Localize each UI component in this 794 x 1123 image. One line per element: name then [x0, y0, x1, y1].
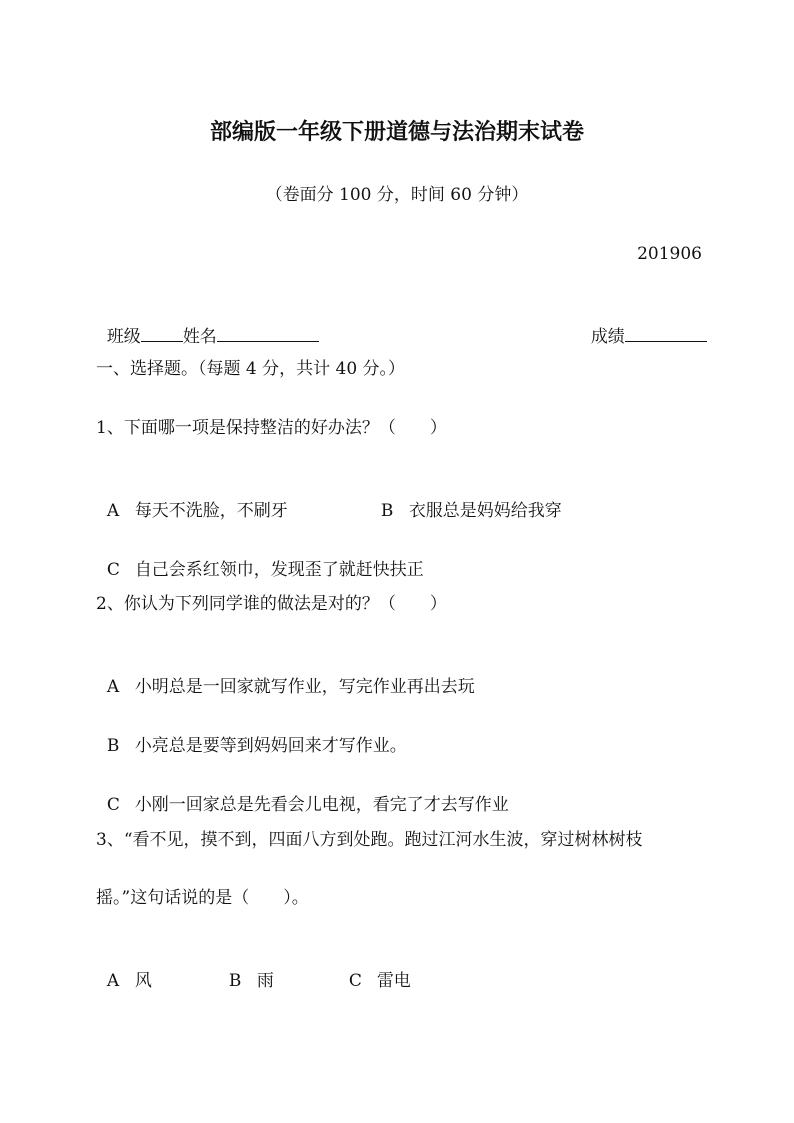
student-info-line [96, 299, 319, 349]
option-row [96, 710, 407, 758]
option-text: 衣服总是妈妈给我穿 [408, 501, 562, 521]
option[interactable] [349, 969, 411, 993]
option-text: 雨 [256, 971, 274, 991]
name-blank[interactable] [217, 323, 319, 342]
question-stem-line1: 3、“看不见，摸不到，四面八方到处跑。跑过江河水生波，穿过树林树枝 [96, 830, 643, 850]
option[interactable] [381, 499, 562, 523]
class-blank[interactable] [141, 323, 183, 342]
option-letter: B [106, 736, 120, 756]
option-letter: B [228, 971, 242, 991]
score-label: 成绩 [590, 327, 625, 347]
option-row [96, 475, 562, 523]
option-letter: C [106, 560, 120, 580]
option[interactable] [107, 734, 407, 758]
option-text: 小明总是一回家就写作业，写完作业再出去玩 [134, 677, 475, 697]
option-letter: A [106, 677, 120, 697]
option-letter: C [106, 795, 120, 815]
exam-date: 201906 [637, 244, 702, 264]
question-stem-line2: 摇。”这句话说的是（ ）。 [96, 888, 309, 908]
option[interactable] [229, 969, 349, 993]
option-text: 每天不洗脸，不刷牙 [134, 501, 288, 521]
name-label: 姓名 [182, 327, 217, 347]
option[interactable] [107, 499, 381, 523]
score-blank[interactable] [625, 323, 707, 342]
section-heading: 一、选择题。（每题 4 分，共计 40 分。） [96, 359, 406, 379]
option-letter: C [348, 971, 362, 991]
option-text: 小亮总是要等到妈妈回来才写作业。 [134, 736, 407, 756]
option-row [96, 769, 509, 817]
option-letter: B [380, 501, 394, 521]
option-text: 小刚一回家总是先看会儿电视，看完了才去写作业 [134, 795, 509, 815]
option-row [96, 534, 424, 582]
exam-title: 部编版一年级下册道德与法治期末试卷 [209, 120, 584, 145]
option[interactable] [107, 558, 424, 582]
question-stem: 2、你认为下列同学谁的做法是对的？（ ） [96, 594, 447, 614]
option-text: 自己会系红领巾，发现歪了就赶快扶正 [134, 560, 424, 580]
option-text: 雷电 [376, 971, 411, 991]
option-text: 风 [134, 971, 152, 991]
option-row [96, 651, 475, 699]
question-stem: 1、下面哪一项是保持整洁的好办法？（ ） [96, 418, 447, 438]
option[interactable] [107, 675, 475, 699]
class-label: 班级 [106, 327, 141, 347]
option[interactable] [107, 793, 509, 817]
score-line [580, 299, 707, 349]
option-letter: A [106, 971, 120, 991]
option-letter: A [106, 501, 120, 521]
exam-subtitle: （卷面分 100 分，时间 60 分钟） [265, 185, 529, 205]
option-row [96, 945, 411, 993]
option[interactable] [107, 969, 229, 993]
